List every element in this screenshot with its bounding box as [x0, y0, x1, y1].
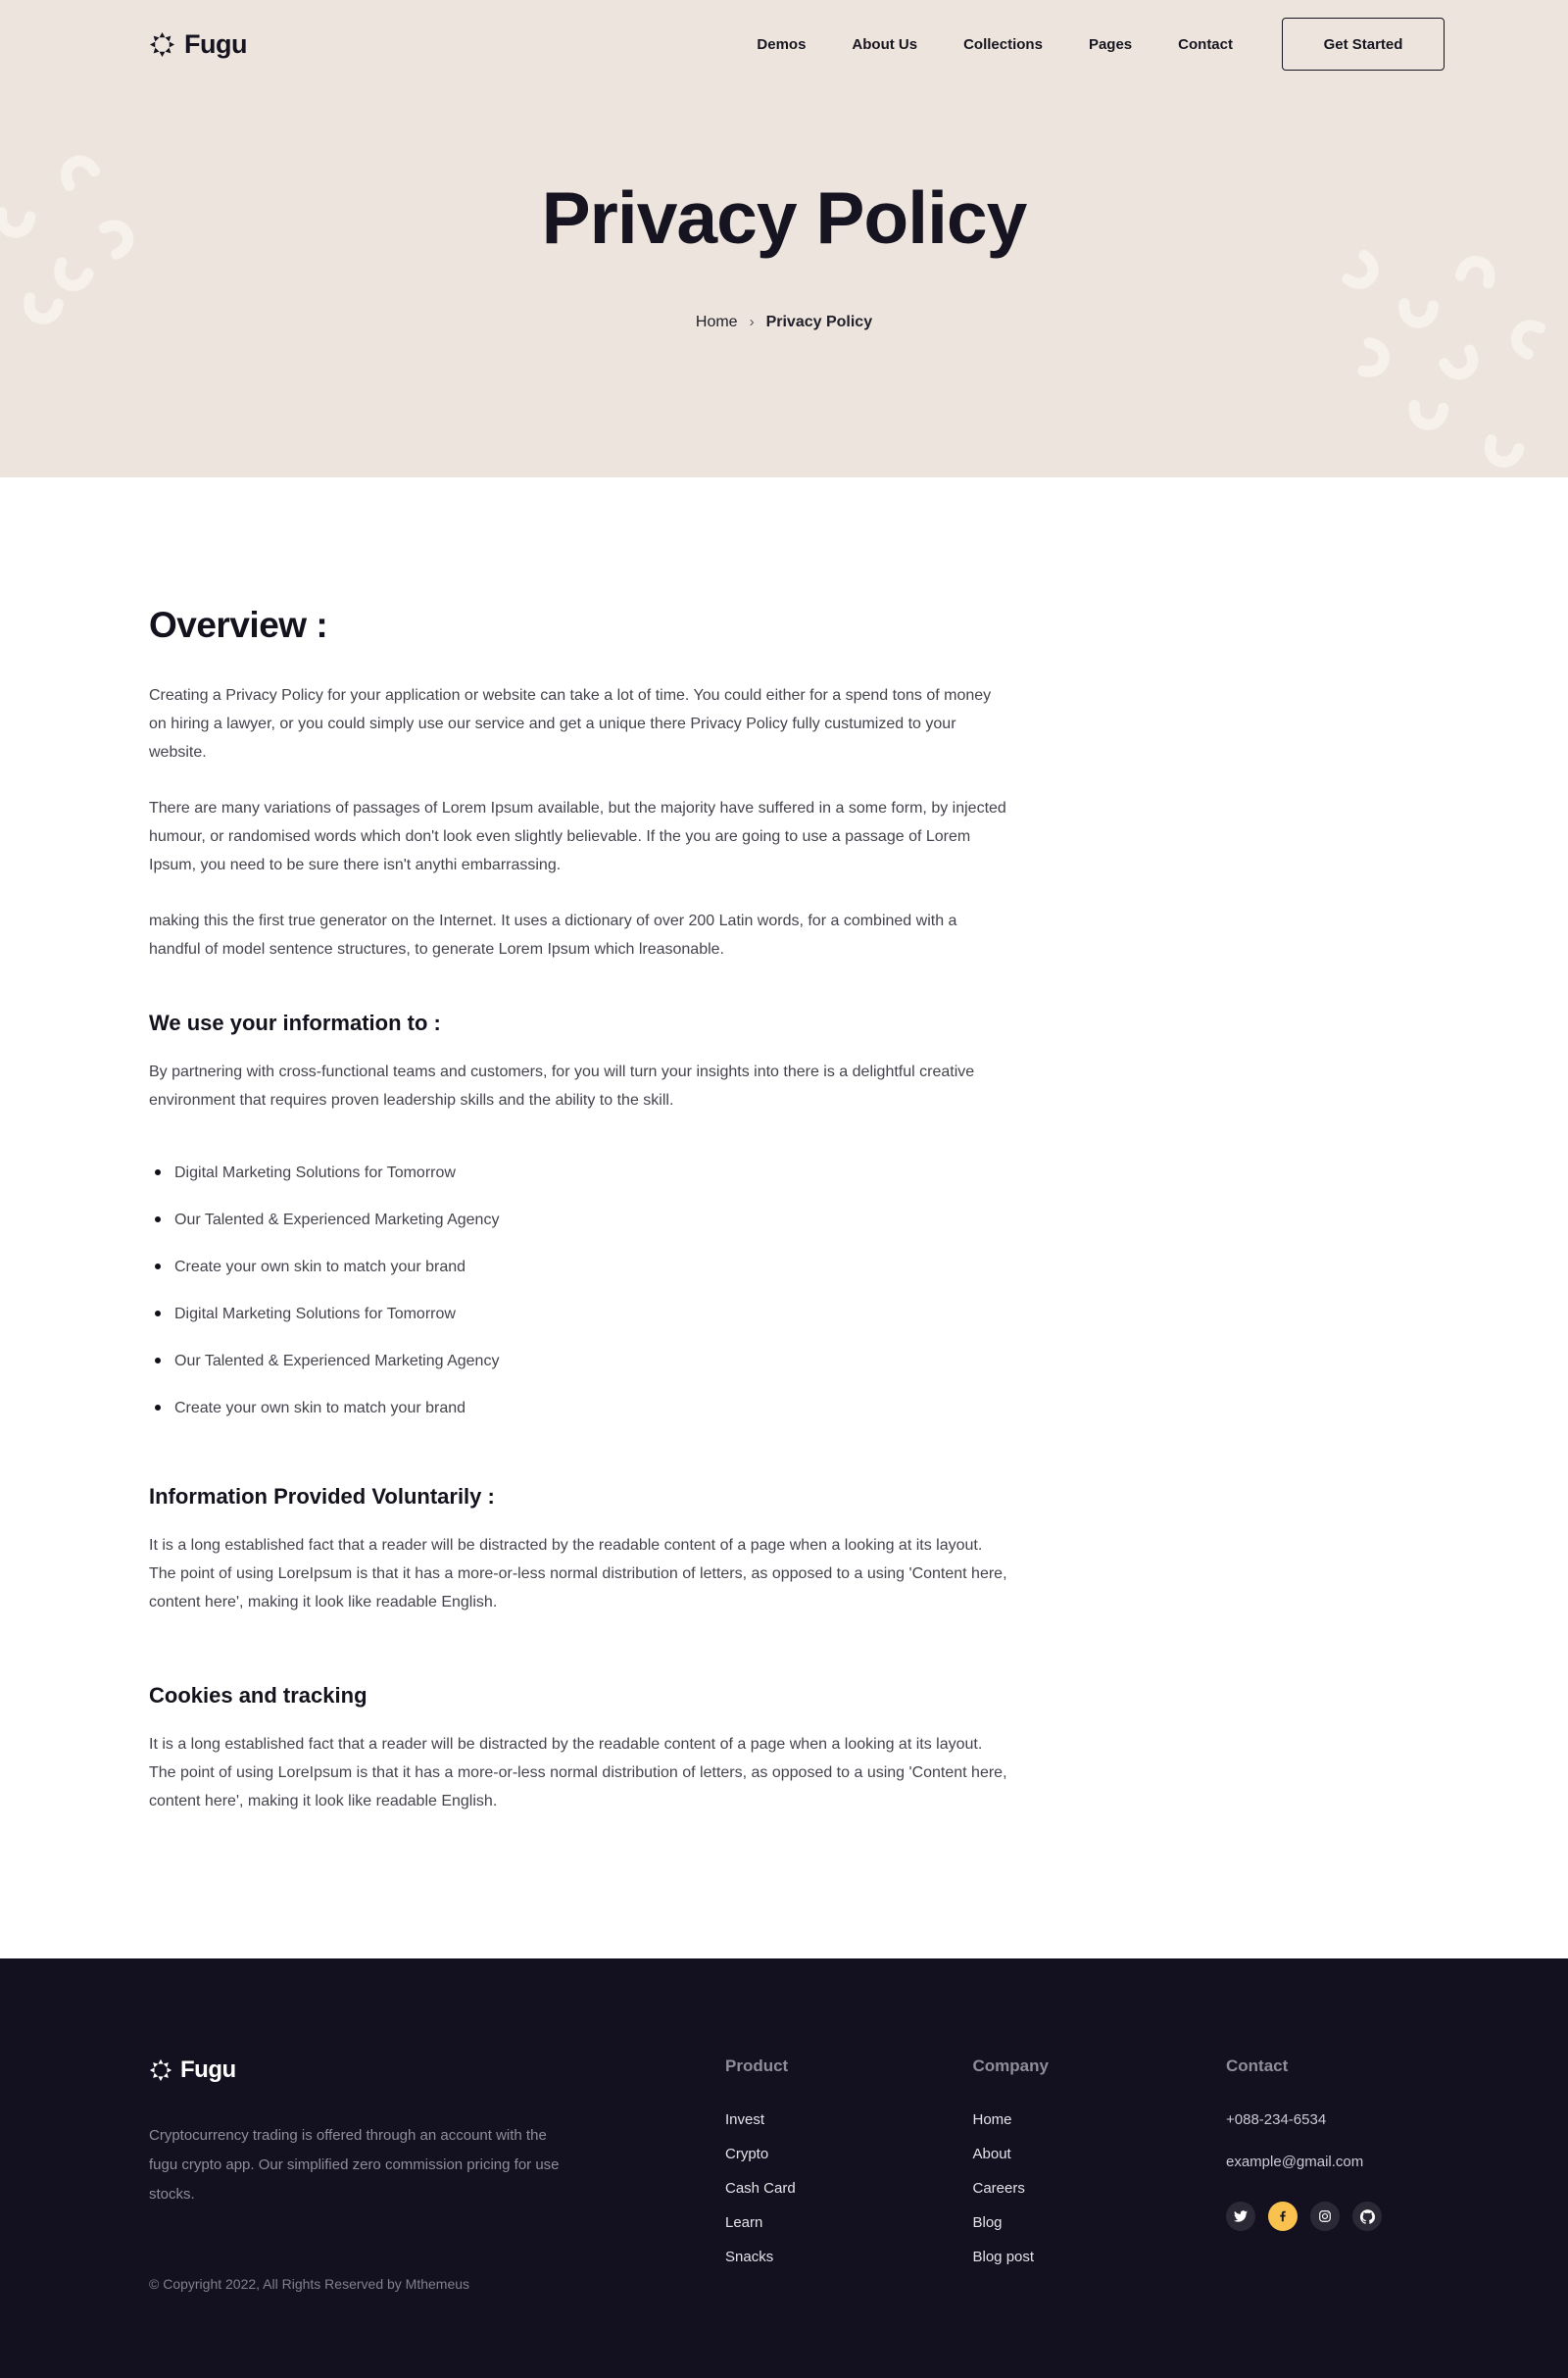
site-footer [0, 1958, 1568, 2378]
footer-link-snacks[interactable]: Snacks [725, 2249, 774, 2265]
site-header [0, 0, 1568, 88]
overview-paragraph-1: Creating a Privacy Policy for your application or website can take a lot of time. You could either for a spend tons of money on hiring a lawyer, or you could simply use our service and get a unique there Privacy Policy fully custumized to your website. [149, 687, 992, 761]
main-nav [757, 36, 1233, 53]
footer-link-cash-card[interactable]: Cash Card [725, 2180, 796, 2197]
twitter-icon[interactable] [1226, 2202, 1255, 2231]
fugu-logo-icon [149, 31, 175, 58]
footer-link-careers[interactable]: Careers [972, 2180, 1025, 2197]
information-use-heading: We use your information to : [149, 1011, 441, 1035]
nav-item-demos[interactable]: Demos [757, 35, 807, 53]
nav-item-collections[interactable]: Collections [963, 35, 1043, 53]
facebook-icon[interactable] [1268, 2202, 1298, 2231]
information-use-bullet-list [153, 1164, 1011, 1417]
privacy-policy-content [0, 477, 1568, 1958]
nav-item-pages[interactable]: Pages [1088, 35, 1133, 53]
page-title: Privacy Policy [541, 176, 1027, 259]
list-item: Our Talented & Experienced Marketing Agency [153, 1211, 1011, 1229]
nav-item-about-us[interactable]: About Us [852, 35, 918, 53]
decorative-shape [1478, 431, 1527, 473]
footer-brand-block [149, 2056, 561, 2378]
overview-paragraph-2: There are many variations of passages of Lorem Ipsum available, but the majority have suffered in a some form, by injected humour, or randomised words which don't look even slightly believable. If the you are going to use a passage of Lorem Ipsum, you need to be sure there isn't anythi embarrassing. [149, 800, 1006, 873]
cookies-paragraph: It is a long established fact that a reader will be distracted by the readable content of a page when a looking at its layout. The point of using LoreIpsum is that it has a more-or-less normal distribution of letters, as opposed to a using 'Content here, content here', making it look like readable English. [149, 1736, 1007, 1809]
breadcrumb-current: Privacy Policy [765, 313, 873, 330]
footer-column-heading: Company [972, 2056, 1049, 2075]
hero-section [0, 0, 1568, 477]
hero-content [0, 88, 1568, 331]
list-item: Our Talented & Experienced Marketing Agency [153, 1352, 1011, 1370]
footer-column-contact [1226, 2056, 1460, 2378]
fugu-logo-icon [149, 2058, 172, 2082]
footer-description: Cryptocurrency trading is offered through an account with the fugu crypto app. Our simplified zero commission pricing for use stocks. [149, 2127, 560, 2203]
get-started-button[interactable]: Get Started [1282, 18, 1445, 71]
information-use-paragraph: By partnering with cross-functional teams and customers, for you will turn your insights into there is a delightful creative environment that requires proven leadership skills and the ability to the skill. [149, 1064, 975, 1109]
list-item: Create your own skin to match your brand [153, 1399, 1011, 1417]
list-item: Digital Marketing Solutions for Tomorrow [153, 1305, 1011, 1323]
footer-link-blog[interactable]: Blog [972, 2214, 1003, 2231]
voluntary-paragraph: It is a long established fact that a reader will be distracted by the readable content of a page when a looking at its layout. The point of using LoreIpsum is that it has a more-or-less normal distribution of letters, as opposed to a using 'Content here, content here', making it look like readable English. [149, 1537, 1007, 1610]
brand-logo[interactable] [149, 29, 247, 60]
footer-column-company [973, 2056, 1091, 2378]
overview-paragraph-3: making this the first true generator on the Internet. It uses a dictionary of over 200 Latin words, for a combined with a handful of model sentence structures, to generate Lorem Ipsum which lreasonable. [149, 913, 957, 958]
decorative-shape [1436, 341, 1487, 388]
breadcrumb [0, 314, 1568, 331]
footer-column-product [725, 2056, 843, 2378]
contact-phone-link[interactable]: +088-234-6534 [1226, 2111, 1327, 2128]
footer-link-home[interactable]: Home [972, 2111, 1012, 2128]
brand-name: Fugu [184, 28, 247, 59]
cookies-heading: Cookies and tracking [149, 1683, 368, 1708]
footer-link-about[interactable]: About [972, 2146, 1011, 2162]
breadcrumb-home-link[interactable]: Home [695, 313, 738, 330]
github-icon[interactable] [1352, 2202, 1382, 2231]
contact-email-link[interactable]: example@gmail.com [1226, 2154, 1364, 2170]
list-item: Digital Marketing Solutions for Tomorrow [153, 1164, 1011, 1182]
social-links [1226, 2202, 1460, 2231]
decorative-shape [1355, 335, 1395, 382]
footer-link-invest[interactable]: Invest [725, 2111, 765, 2128]
chevron-right-icon: › [749, 314, 755, 331]
nav-item-contact[interactable]: Contact [1178, 35, 1233, 53]
footer-link-crypto[interactable]: Crypto [725, 2146, 769, 2162]
overview-heading: Overview : [149, 605, 328, 645]
copyright-text: © Copyright 2022, All Rights Reserved by Mthemeus [149, 2276, 470, 2292]
footer-brand-logo[interactable] [149, 2056, 561, 2084]
footer-column-heading: Contact [1226, 2056, 1289, 2075]
list-item: Create your own skin to match your brand [153, 1258, 1011, 1276]
brand-name: Fugu [180, 2056, 236, 2083]
voluntary-heading: Information Provided Voluntarily : [149, 1484, 495, 1509]
footer-column-heading: Product [725, 2056, 789, 2075]
footer-link-learn[interactable]: Learn [725, 2214, 763, 2231]
instagram-icon[interactable] [1310, 2202, 1340, 2231]
footer-link-blog-post[interactable]: Blog post [972, 2249, 1035, 2265]
decorative-shape [1405, 398, 1449, 433]
